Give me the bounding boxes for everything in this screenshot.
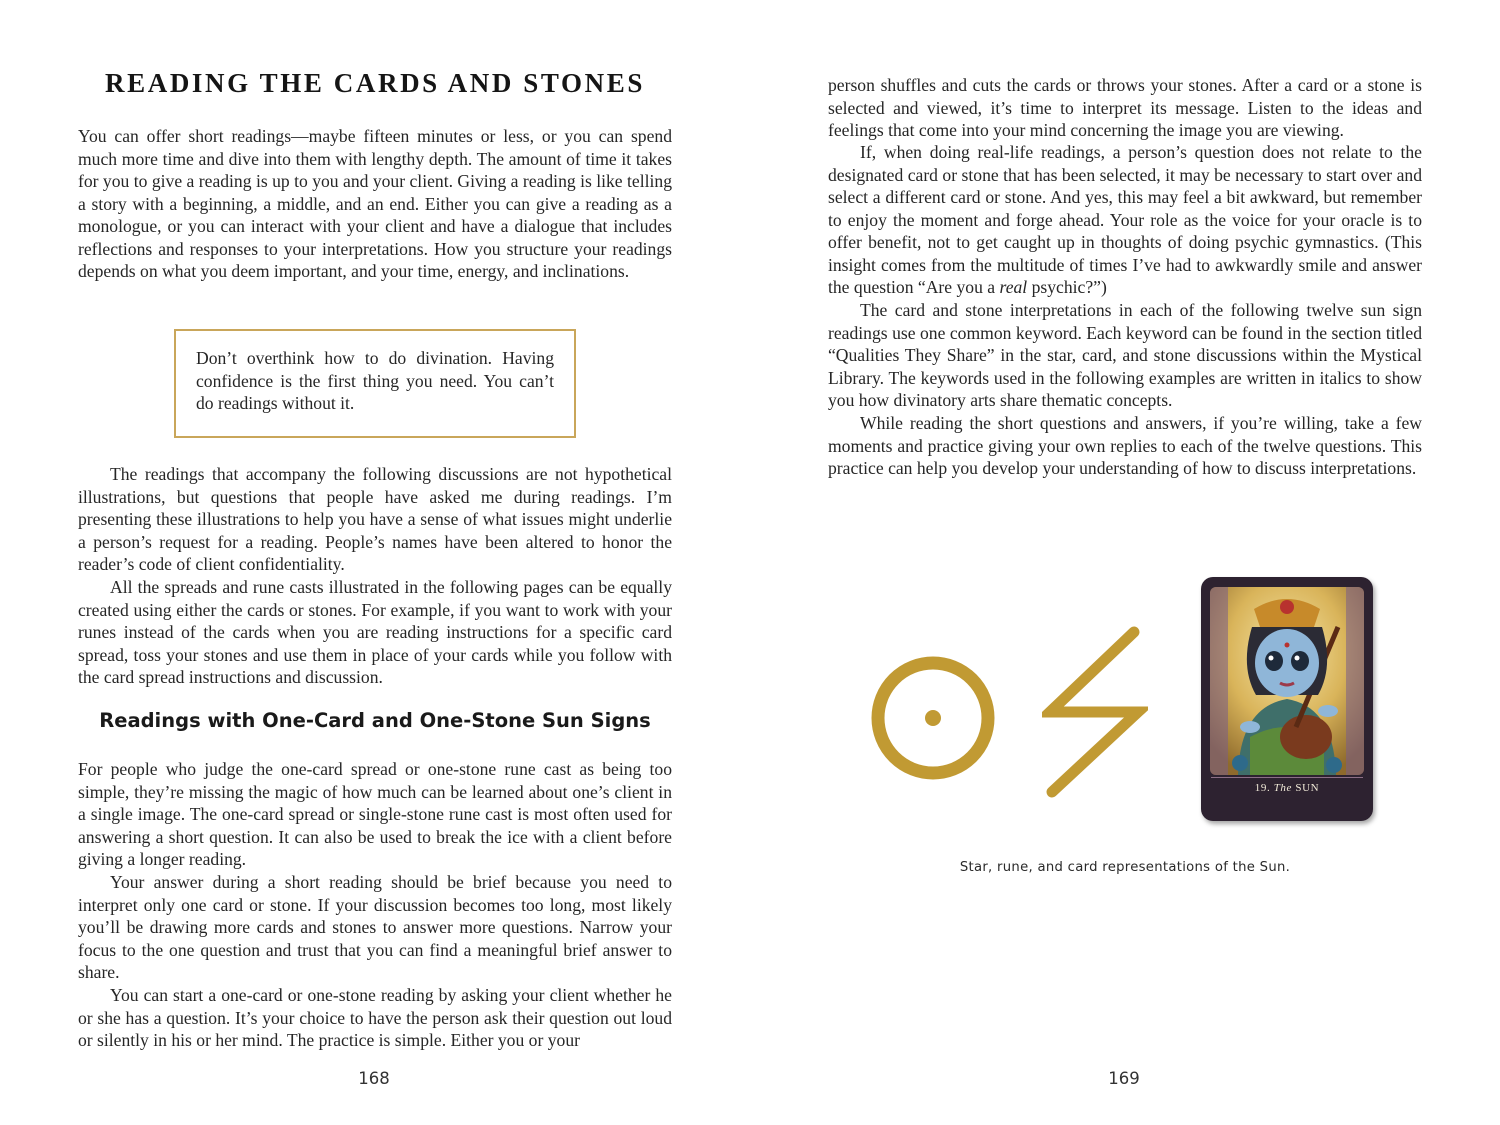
sun-symbol-icon (870, 655, 996, 781)
card-number: 19. (1254, 782, 1271, 794)
sowilo-rune-icon (1042, 624, 1148, 800)
page-number: 168 (358, 1069, 390, 1088)
callout-box (174, 329, 576, 438)
page-number: 169 (1108, 1069, 1140, 1088)
paragraph: For people who judge the one-card spread or one-stone rune cast as being too simple, they’re missing the magic of how much can be learned about one’s client in a single image. The one-card spread or single-stone rune cast is most often used for answering a short question. It can also be used to break the ice with a client before giving a longer reading. (78, 759, 672, 869)
paragraph: The card and stone interpretations in each of the following twelve sun sign readings use one common keyword. Each keyword can be found in the section titled “Qualities They Share” in the star, card, and stone discussions within the Mystical Library. The keywords used in the following examples are written in italics to show you how divinatory arts share thematic concepts. (828, 300, 1422, 410)
sun-tarot-card (1201, 577, 1373, 821)
paragraph (828, 141, 1422, 299)
card-artwork (1210, 587, 1364, 775)
paragraph: While reading the short questions and answers, if you’re willing, take a few moments and practice giving your own replies to each of the twelve questions. This practice can help you develop your understanding of how to discuss interpretations. (828, 413, 1422, 478)
section-subheading: Readings with One-Card and One-Stone Sun Signs (99, 709, 651, 732)
paragraph: person shuffles and cuts the cards or throws your stones. After a card or a stone is selected and viewed, it’s time to interpret its message. Listen to the ideas and feelings that come into your mind concerning the image you are viewing. (828, 75, 1422, 140)
callout-text: Don’t overthink how to do divination. Having confidence is the first thing you need. You can’t do readings without it. (196, 348, 554, 413)
card-frame-line (1211, 777, 1363, 778)
paragraph: Your answer during a short reading should be brief because you need to interpret only one card or stone. If your discussion becomes too long, most likely you’ll be drawing more cards and stones to answer more questions. Narrow your focus to the one question and trust that you can find a meaningful brief answer to share. (78, 872, 672, 982)
card-name-article: The (1273, 782, 1293, 794)
paragraph: You can start a one-card or one-stone reading by asking your client whether he or she has a question. It’s your choice to have the person ask their question out loud or silently in his or her mind. The practice is simple. Either you or your (78, 985, 672, 1050)
card-title (1201, 782, 1373, 794)
paragraph: All the spreads and rune casts illustrated in the following pages can be equally created using either the cards or stones. For example, if you want to work with your runes instead of the cards when you are reading instructions for a specific card spread, toss your stones and use them in place of your cards while you follow with the card spread instructions and discussion. (78, 577, 672, 687)
paragraph-text: If, when doing real-life readings, a person’s question does not relate to the designated card or stone that has been selected, it may be necessary to start over and select a different card or stone. And yes, this may feel a bit awkward, but remember to enjoy the moment and forge ahead. Your role as the voice for your oracle is to offer benefit, not to get caught up in thoughts of doing psychic gymnastics. (This insight comes from the multitude of times I’ve had to awkwardly smile and answer the question “Are you a (828, 142, 1422, 297)
paragraph: The readings that accompany the following discussions are not hypothetical illustrations, but questions that people have asked me during readings. I’m presenting these illustrations to help you have a sense of what issues might underlie a person’s request for a reading. People’s names have been altered to honor the reader’s code of client confidentiality. (78, 464, 672, 574)
paragraph-text: psychic?”) (1027, 277, 1107, 297)
paragraph: You can offer short readings—maybe fifteen minutes or less, or you can spend much more time and dive into them with lengthy depth. The amount of time it takes for you to give a reading is up to you and your client. Giving a reading is like telling a story with a beginning, a middle, and an end. Either you can give a reading as a monologue, or you can interact with your client and have a dialogue that includes reflections and responses to your interpretations. How you structure your readings depends on what you deem important, and your time, energy, and inclinations. (78, 126, 672, 281)
right-page (750, 0, 1500, 1125)
italic-word: real (999, 277, 1028, 297)
card-name: SUN (1295, 782, 1320, 794)
chapter-title: READING THE CARDS AND STONES (105, 68, 645, 98)
figure-caption: Star, rune, and card representations of the Sun. (959, 860, 1291, 875)
